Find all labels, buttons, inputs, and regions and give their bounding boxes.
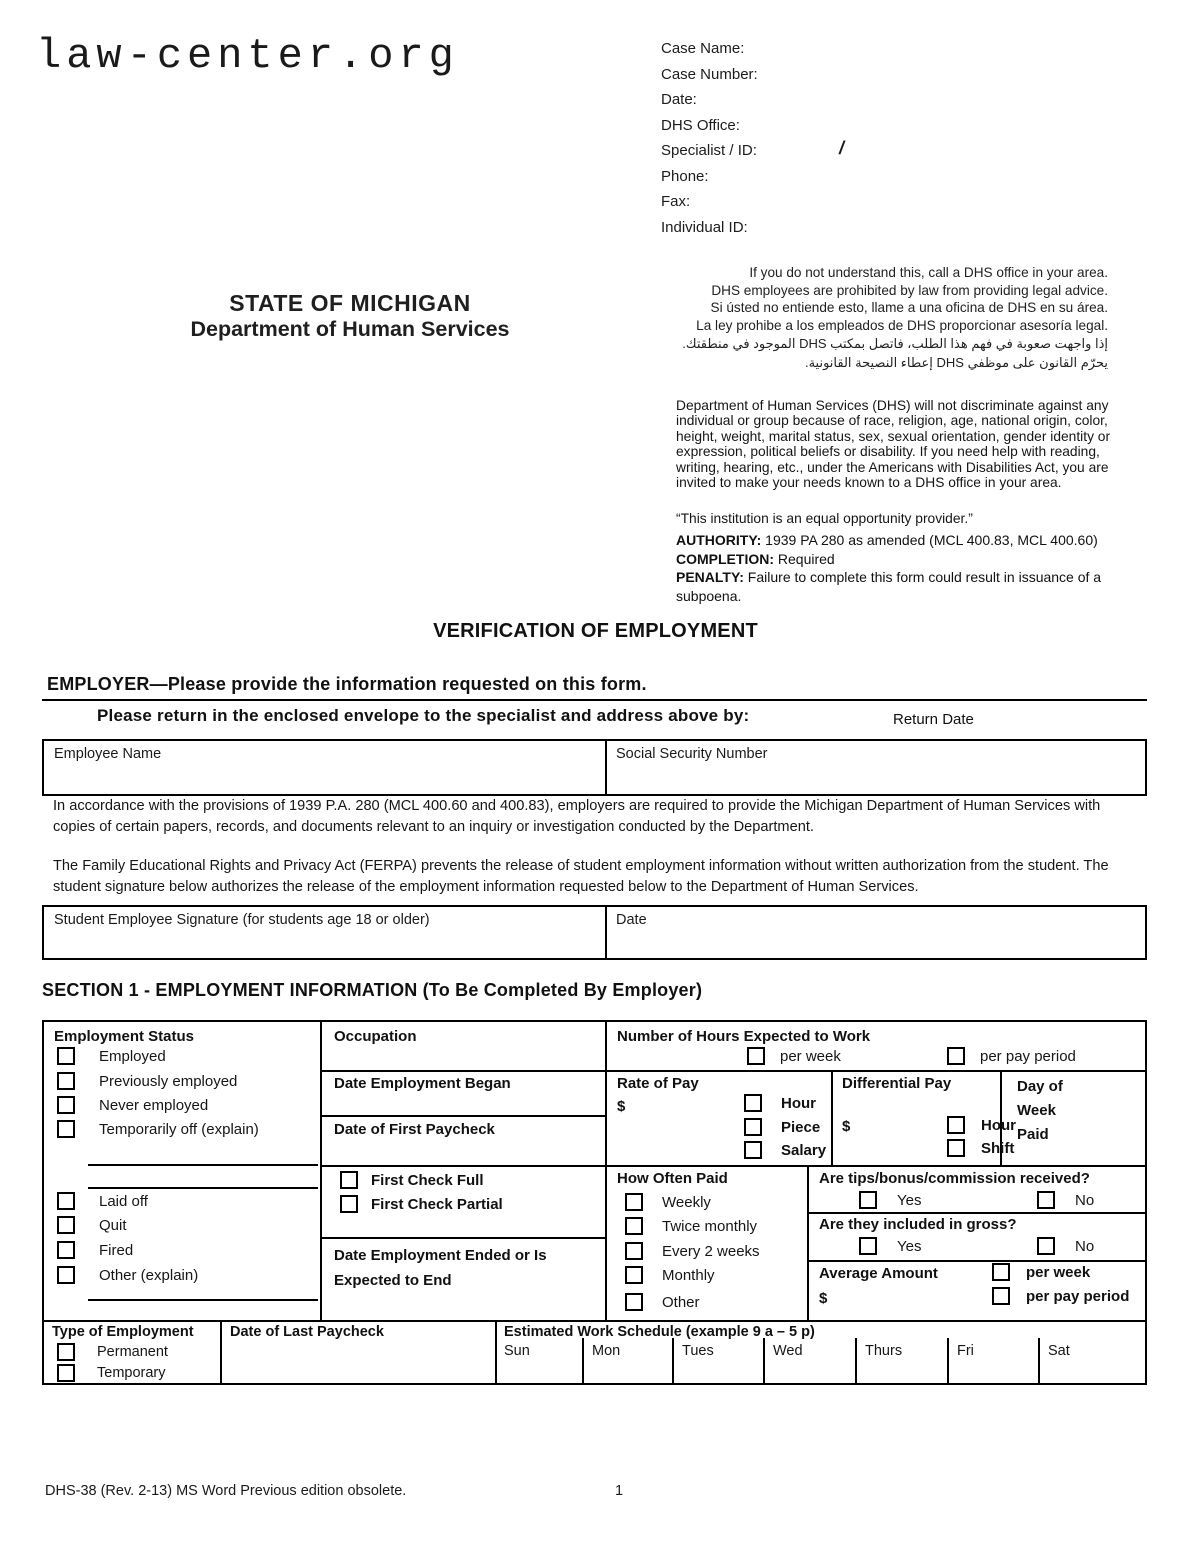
first-check-partial-checkbox[interactable]	[340, 1195, 358, 1213]
day-divider	[582, 1338, 584, 1383]
differential-shift-label: Shift	[981, 1139, 1015, 1157]
signature-date-label: Date	[616, 912, 647, 928]
option-often-other	[625, 1293, 700, 1311]
phone-row	[661, 164, 758, 190]
option-rate-hour	[744, 1094, 816, 1112]
notice-line-en-1: If you do not understand this, call a DHS office in your area.	[749, 265, 1108, 280]
employee-name-field[interactable]	[44, 763, 604, 793]
fired-checkbox[interactable]	[57, 1241, 75, 1259]
day-sat: Sat	[1048, 1343, 1070, 1359]
last-paycheck-label: Date of Last Paycheck	[230, 1324, 384, 1340]
rate-of-pay-label: Rate of Pay	[617, 1075, 699, 1092]
never-employed-label: Never employed	[99, 1096, 209, 1114]
rate-hour-checkbox[interactable]	[744, 1094, 762, 1112]
gross-no-checkbox[interactable]	[1037, 1237, 1055, 1255]
page-number: 1	[615, 1483, 624, 1499]
every-2-weeks-checkbox[interactable]	[625, 1242, 643, 1260]
section1-table	[42, 1020, 1147, 1385]
employment-status-label: Employment Status	[54, 1028, 195, 1045]
col-divider	[831, 1070, 833, 1165]
day-thurs: Thurs	[865, 1343, 903, 1359]
day-tues: Tues	[682, 1343, 714, 1359]
previously-employed-label: Previously employed	[99, 1072, 238, 1090]
date-row	[661, 87, 758, 113]
rate-of-pay-field[interactable]	[636, 1098, 736, 1118]
legal-block	[676, 531, 1136, 605]
signature-label: Student Employee Signature (for students age 18 or older)	[54, 912, 430, 928]
option-rate-piece	[744, 1118, 820, 1136]
employer-heading-rule	[42, 699, 1147, 701]
first-check-full-label: First Check Full	[371, 1171, 484, 1189]
completion-text: Required	[774, 550, 835, 567]
last-paycheck-field[interactable]	[230, 1344, 485, 1379]
option-quit	[57, 1216, 127, 1234]
first-check-partial-label: First Check Partial	[371, 1195, 503, 1213]
specialist-id-label: Specialist / ID:	[661, 142, 757, 159]
option-twice-monthly	[625, 1217, 757, 1235]
signature-field[interactable]	[44, 929, 604, 957]
option-temporarily-off	[57, 1120, 259, 1138]
col-divider	[220, 1320, 222, 1383]
day-divider	[947, 1338, 949, 1383]
ssn-field[interactable]	[607, 763, 1145, 793]
nondiscrimination-paragraph: Department of Human Services (DHS) will not discriminate against any individual or group because of race, religion, age, national origin, color, height, weight, marital status, sex, sexual orientation, gender identity or expression, political beliefs or disability. If you need help with reading, writing, hearing, etc., under the Americans with Disabilities Act, you are invited to make your needs known to a DHS office in your area.	[676, 398, 1111, 491]
every-2-weeks-label: Every 2 weeks	[662, 1242, 760, 1260]
fired-label: Fired	[99, 1241, 134, 1259]
other-checkbox[interactable]	[57, 1266, 75, 1284]
signature-date-table	[42, 905, 1147, 960]
option-laid-off	[57, 1192, 148, 1210]
form-title: VERIFICATION OF EMPLOYMENT	[433, 620, 758, 642]
often-other-label: Other	[662, 1293, 700, 1311]
specialist-id-row	[661, 138, 845, 164]
day-of-week-paid-label: Day of Week Paid	[1017, 1078, 1063, 1143]
occupation-field[interactable]	[334, 1046, 599, 1068]
temporarily-off-checkbox[interactable]	[57, 1120, 75, 1138]
option-differential-shift	[947, 1139, 1014, 1157]
notice-line-ar-2: يحرّم القانون على موظفي DHS إعطاء النصيحة القانونية.	[804, 355, 1108, 371]
signature-date-field[interactable]	[607, 929, 1145, 957]
option-hours-per-week	[747, 1047, 841, 1065]
case-name-label: Case Name:	[661, 40, 745, 57]
col-divider	[495, 1320, 497, 1383]
row-divider	[807, 1212, 1145, 1214]
tips-yes-label: Yes	[897, 1191, 922, 1209]
differential-pay-dollar: $	[842, 1118, 851, 1135]
average-per-week-checkbox[interactable]	[992, 1263, 1010, 1281]
other-label: Other (explain)	[99, 1266, 199, 1284]
option-every-2-weeks	[625, 1242, 760, 1260]
case-number-row	[661, 62, 758, 88]
rate-piece-checkbox[interactable]	[744, 1118, 762, 1136]
laid-off-checkbox[interactable]	[57, 1192, 75, 1210]
gross-no-label: No	[1075, 1237, 1095, 1255]
date-began-field[interactable]	[334, 1093, 599, 1113]
gross-question: Are they included in gross?	[819, 1216, 1017, 1233]
option-first-check-partial	[340, 1195, 503, 1213]
never-employed-checkbox[interactable]	[57, 1096, 75, 1114]
fax-label: Fax:	[661, 193, 691, 210]
option-fired	[57, 1241, 133, 1259]
weekly-label: Weekly	[662, 1193, 711, 1211]
rate-salary-checkbox[interactable]	[744, 1141, 762, 1159]
average-amount-field[interactable]	[838, 1290, 968, 1310]
hours-per-week-label: per week	[780, 1047, 841, 1065]
type-of-employment-label: Type of Employment	[52, 1324, 194, 1340]
form-number: DHS-38 (Rev. 2-13) MS Word Previous edition obsolete.	[45, 1483, 407, 1499]
ferpa-paragraph: The Family Educational Rights and Privacy Act (FERPA) prevents the release of student employment information without written authorization from the student. The student signature below authorizes the release of the employment information requested below to the Department of Human Services.	[53, 858, 1109, 895]
option-tips-yes	[859, 1191, 921, 1209]
case-name-row	[661, 36, 758, 62]
col-divider	[605, 1022, 607, 1320]
rate-hour-label: Hour	[781, 1094, 816, 1112]
row-divider	[320, 1115, 607, 1117]
row-divider	[807, 1260, 1145, 1262]
employee-name-label: Employee Name	[54, 746, 162, 762]
employed-label: Employed	[99, 1047, 166, 1065]
col-divider	[320, 1022, 322, 1320]
hours-per-week-checkbox[interactable]	[747, 1047, 765, 1065]
option-tips-no	[1037, 1191, 1094, 1209]
explain-writein-line[interactable]	[88, 1299, 318, 1301]
schedule-label: Estimated Work Schedule (example 9 a – 5 p)	[504, 1324, 815, 1340]
average-amount-label: Average Amount	[819, 1265, 938, 1282]
row-divider	[320, 1070, 1145, 1072]
option-hours-per-pay-period	[947, 1047, 1076, 1065]
differential-pay-label: Differential Pay	[842, 1075, 952, 1092]
date-ended-label: Date Employment Ended or Is Expected to End	[334, 1247, 547, 1289]
day-divider	[763, 1338, 765, 1383]
multilingual-notice	[640, 264, 1108, 372]
notice-line-es-1: Si ústed no entiende esto, llame a una oficina de DHS en su área.	[710, 300, 1108, 316]
permanent-checkbox[interactable]	[57, 1343, 75, 1361]
specialist-id-separator: /	[839, 138, 845, 158]
site-logo: law-center.org	[36, 32, 459, 80]
dhs-office-label: DHS Office:	[661, 116, 740, 134]
option-weekly	[625, 1193, 711, 1211]
row-divider	[44, 1320, 1145, 1322]
how-often-paid-label: How Often Paid	[617, 1170, 728, 1187]
average-per-pay-period-label: per pay period	[1026, 1287, 1130, 1305]
option-monthly	[625, 1266, 715, 1284]
rate-piece-label: Piece	[781, 1118, 821, 1136]
day-fri: Fri	[957, 1343, 974, 1359]
hours-expected-label: Number of Hours Expected to Work	[617, 1028, 871, 1045]
previously-employed-checkbox[interactable]	[57, 1072, 75, 1090]
average-per-week-label: per week	[1026, 1263, 1091, 1281]
case-info-block	[661, 36, 845, 240]
day-divider	[1038, 1338, 1040, 1383]
option-gross-no	[1037, 1237, 1094, 1255]
date-began-label: Date Employment Began	[334, 1075, 511, 1092]
option-differential-hour	[947, 1116, 1016, 1134]
individual-id-label: Individual ID:	[661, 218, 748, 236]
day-sun: Sun	[504, 1343, 530, 1359]
option-never-employed	[57, 1096, 208, 1114]
rate-of-pay-dollar: $	[617, 1098, 626, 1115]
option-previously-employed	[57, 1072, 237, 1090]
row-divider	[320, 1165, 1145, 1167]
completion-label: COMPLETION:	[676, 550, 774, 567]
option-first-check-full	[340, 1171, 484, 1189]
first-paycheck-label: Date of First Paycheck	[334, 1121, 495, 1138]
weekly-checkbox[interactable]	[625, 1193, 643, 1211]
ssn-label: Social Security Number	[616, 746, 768, 762]
employed-checkbox[interactable]	[57, 1047, 75, 1065]
temporary-checkbox[interactable]	[57, 1364, 75, 1382]
provisions-paragraph: In accordance with the provisions of 1939 P.A. 280 (MCL 400.60 and 400.83), employers are required to provide the Michigan Department of Human Services with copies of certain papers, records, and documents relevant to an inquiry or investigation conducted by the Department.	[53, 798, 1101, 835]
rate-salary-label: Salary	[781, 1141, 827, 1159]
row-divider	[320, 1237, 607, 1239]
case-number-label: Case Number:	[661, 65, 758, 83]
authority-line	[676, 531, 1136, 550]
tips-yes-checkbox[interactable]	[859, 1191, 877, 1209]
penalty-line	[676, 568, 1136, 605]
day-divider	[672, 1338, 674, 1383]
penalty-label: PENALTY:	[676, 569, 744, 586]
penalty-text: Failure to complete this form could result in issuance of a subpoena.	[676, 569, 1102, 604]
occupation-label: Occupation	[334, 1028, 417, 1045]
notice-line-ar-1: إذا واجهت صعوبة في فهم هذا الطلب، فاتصل بمكتب DHS الموجود في منطقتك.	[682, 336, 1108, 352]
return-instruction: Please return in the enclosed envelope to the specialist and address above by:	[97, 706, 750, 725]
completion-line	[676, 550, 1136, 569]
gross-yes-checkbox[interactable]	[859, 1237, 877, 1255]
employer-heading: EMPLOYER—Please provide the information requested on this form.	[47, 674, 647, 694]
differential-shift-checkbox[interactable]	[947, 1139, 965, 1157]
option-employed	[57, 1047, 166, 1065]
monthly-label: Monthly	[662, 1266, 715, 1284]
often-other-checkbox[interactable]	[625, 1293, 643, 1311]
hours-per-pay-period-label: per pay period	[980, 1047, 1076, 1065]
authority-text: 1939 PA 280 as amended (MCL 400.83, MCL 400.60)	[761, 532, 1098, 548]
monthly-checkbox[interactable]	[625, 1266, 643, 1284]
tips-question: Are tips/bonus/commission received?	[819, 1170, 1090, 1187]
quit-label: Quit	[99, 1216, 127, 1234]
explain-writein-line[interactable]	[88, 1187, 318, 1189]
dhs-office-row	[661, 113, 758, 139]
first-paycheck-field[interactable]	[334, 1139, 599, 1161]
employee-name-ssn-table	[42, 739, 1147, 796]
notice-line-es-2: La ley prohibe a los empleados de DHS proporcionar asesoría legal.	[696, 317, 1108, 333]
agency-block	[170, 290, 530, 342]
authority-label: AUTHORITY:	[676, 532, 762, 548]
day-divider	[855, 1338, 857, 1383]
day-mon: Mon	[592, 1343, 621, 1359]
date-ended-field[interactable]	[334, 1292, 599, 1317]
tips-no-checkbox[interactable]	[1037, 1191, 1055, 1209]
twice-monthly-checkbox[interactable]	[625, 1217, 643, 1235]
option-temporary	[57, 1364, 166, 1382]
equal-opportunity-line: “This institution is an equal opportunity provider.”	[676, 511, 973, 526]
tips-no-label: No	[1075, 1191, 1095, 1209]
temporarily-off-label: Temporarily off (explain)	[99, 1120, 259, 1138]
day-wed: Wed	[773, 1343, 803, 1359]
col-divider	[807, 1165, 809, 1320]
twice-monthly-label: Twice monthly	[662, 1217, 758, 1235]
notice-line-en-2: DHS employees are prohibited by law from providing legal advice.	[711, 282, 1108, 298]
differential-hour-label: Hour	[981, 1116, 1016, 1134]
hours-per-pay-period-checkbox[interactable]	[947, 1047, 965, 1065]
option-gross-yes	[859, 1237, 921, 1255]
laid-off-label: Laid off	[99, 1192, 148, 1210]
fax-row	[661, 189, 758, 215]
section1-heading: SECTION 1 - EMPLOYMENT INFORMATION (To Be Completed By Employer)	[42, 980, 703, 1000]
differential-pay-field[interactable]	[861, 1118, 936, 1138]
option-other	[57, 1266, 198, 1284]
option-average-per-week	[992, 1263, 1090, 1281]
return-date-label: Return Date	[893, 711, 974, 728]
date-label: Date:	[661, 91, 697, 108]
temporary-label: Temporary	[97, 1365, 166, 1381]
department-name: Department of Human Services	[190, 317, 510, 341]
state-of-michigan: STATE OF MICHIGAN	[229, 290, 471, 316]
differential-hour-checkbox[interactable]	[947, 1116, 965, 1134]
option-permanent	[57, 1343, 168, 1361]
first-check-full-checkbox[interactable]	[340, 1171, 358, 1189]
average-amount-dollar: $	[819, 1290, 828, 1307]
individual-id-row	[661, 215, 758, 241]
quit-checkbox[interactable]	[57, 1216, 75, 1234]
option-rate-salary	[744, 1141, 826, 1159]
explain-writein-line[interactable]	[88, 1164, 318, 1166]
phone-label: Phone:	[661, 167, 709, 185]
gross-yes-label: Yes	[897, 1237, 922, 1255]
average-per-pay-period-checkbox[interactable]	[992, 1287, 1010, 1305]
permanent-label: Permanent	[97, 1344, 168, 1360]
option-average-per-pay-period	[992, 1287, 1129, 1305]
